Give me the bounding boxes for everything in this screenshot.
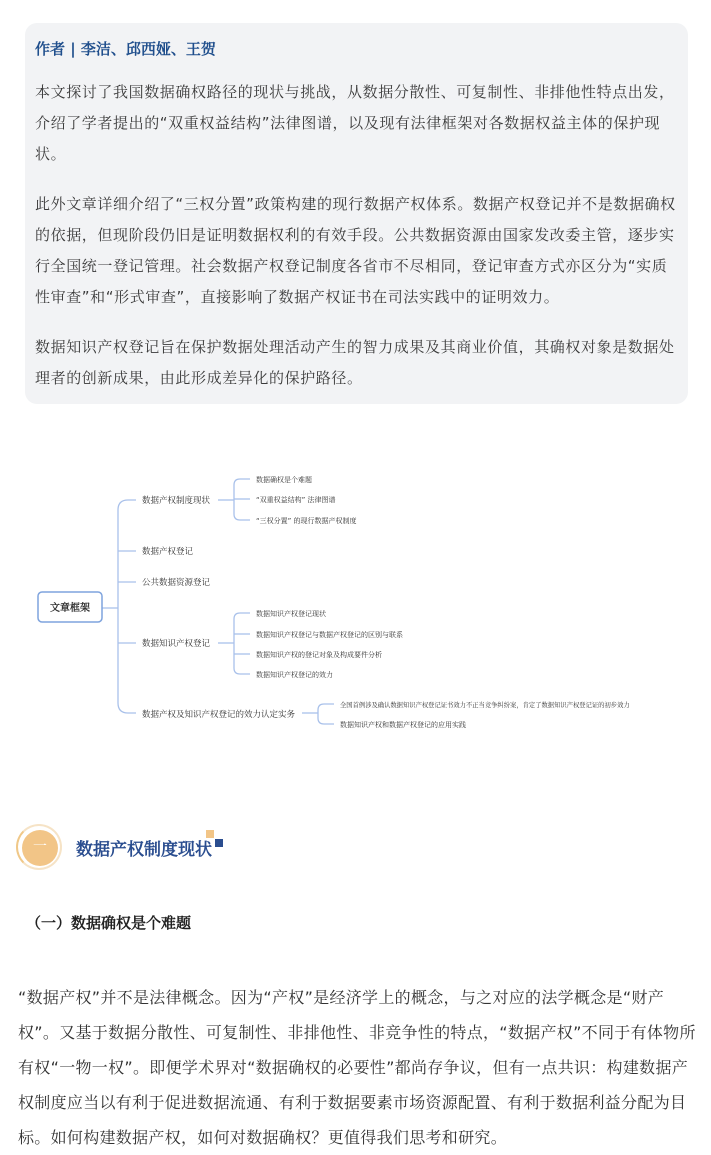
summary-paragraph-3: 数据知识产权登记旨在保护数据处理活动产生的智力成果及其商业价值，其确权对象是数据处理者的创新成果，由此形成差异化的保护路径。 xyxy=(35,338,675,387)
article-framework-mindmap xyxy=(30,440,690,740)
summary-box xyxy=(25,23,688,404)
mindmap-leaf: 数据知识产权登记现状 xyxy=(256,610,326,618)
decor-square-blue-icon xyxy=(215,839,223,847)
mindmap-leaf: 数据知识产权登记与数据产权登记的区别与联系 xyxy=(256,631,403,639)
mindmap-svg xyxy=(30,440,690,740)
section-title: 数据产权制度现状 xyxy=(76,840,212,860)
mindmap-leaf: 数据知识产权的登记对象及构成要件分析 xyxy=(256,651,382,659)
mindmap-branch-5: 数据产权及知识产权登记的效力认定实务 xyxy=(142,710,296,720)
body-paragraph: “数据产权”并不是法律概念。因为“产权”是经济学上的概念，与之对应的法学概念是“财产权”。又基于数据分散性、可复制性、非排他性、非竞争性的特点，“数据产权”不同于有体物所有权“一物一权”。即便学术界对“数据确权的必要性”都尚存争议，但有一点共识：构建数据产权制度应当以有利于促进数据流通、有利于数据要素市场资源配置、有利于数据利益分配为目标。如何构建数据产权，如何对数据确权？更值得我们思考和研究。 xyxy=(18,988,696,1147)
mindmap-branch-4: 数据知识产权登记 xyxy=(142,639,211,649)
mindmap-branch-3: 公共数据资源登记 xyxy=(142,578,211,588)
mindmap-branch-1: 数据产权制度现状 xyxy=(142,496,211,506)
decor-square-gold-icon xyxy=(206,830,214,838)
mindmap-leaf: 数据知识产权登记的效力 xyxy=(256,671,333,679)
mindmap-leaf: 数据确权是个难题 xyxy=(256,476,312,484)
mindmap-leaf: “双重权益结构” 法律图谱 xyxy=(256,496,336,504)
section-heading xyxy=(16,822,316,872)
mindmap-leaf: 数据知识产权和数据产权登记的应用实践 xyxy=(340,721,466,729)
mindmap-connectors xyxy=(102,479,334,724)
author-line: 作者 | 李洁、邱西娅、王贺 xyxy=(35,40,216,58)
mindmap-branch-2: 数据产权登记 xyxy=(142,547,194,557)
summary-paragraph-1: 本文探讨了我国数据确权路径的现状与挑战，从数据分散性、可复制性、非排他性特点出发，介绍了学者提出的“双重权益结构”法律图谱，以及现有法律框架对各数据权益主体的保护现状。 xyxy=(35,83,675,163)
mindmap-leaf: “三权分置” 的现行数据产权制度 xyxy=(256,517,357,525)
section-number: 一 xyxy=(22,830,58,866)
mindmap-leaf: 全国首例涉及确认数据知识产权登记证书效力不正当竞争纠纷案，肯定了数据知识产权登记证的初步效力 xyxy=(340,702,630,709)
mindmap-root: 文章框架 xyxy=(50,603,90,614)
summary-paragraph-2: 此外文章详细介绍了“三权分置”政策构建的现行数据产权体系。数据产权登记并不是数据确权的依据，但现阶段仍旧是证明数据权利的有效手段。公共数据资源由国家发改委主管，逐步实行全国统一登记管理。社会数据产权登记制度各省市不尽相同，登记审查方式亦区分为“实质性审查”和“形式审查”，直接影响了数据产权证书在司法实践中的证明效力。 xyxy=(35,195,676,306)
subsection-title: （一）数据确权是个难题 xyxy=(26,914,192,932)
